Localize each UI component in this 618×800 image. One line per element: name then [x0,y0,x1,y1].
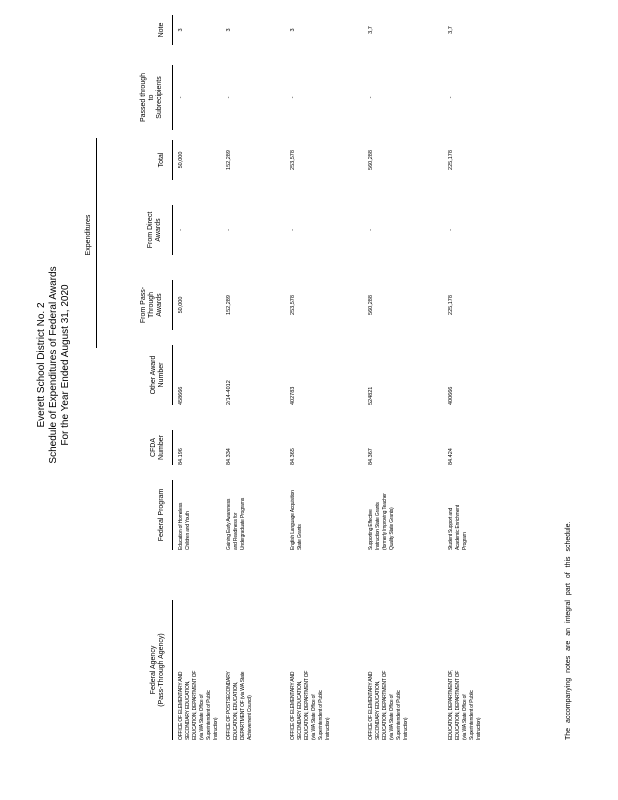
direct-cell: - [448,229,454,231]
note-cell: 3 [178,28,184,32]
direct-cell: - [178,229,184,231]
agency-cell: EDUCATION, DEPARTMENT OF, EDUCATION, DEPARTMENT OF (via WA State Office of Superintendent of Public Instruction) [448,670,482,740]
header-pass-through: From Pass- Through Awards [140,286,163,324]
title-block [36,200,72,530]
note-cell: 3 [226,28,232,32]
agency-cell: OFFICE OF ELEMENTARY AND SECONDARY EDUCATION, EDUCATION, DEPARTMENT OF (via WA State Office of Superintendent of Public Instruction) [290,670,331,740]
header-rule [172,65,173,130]
schedule-title: Schedule of Expenditures of Federal Awards [48,266,59,464]
subrecipients-cell: - [290,96,296,99]
expenditures-rule [96,138,97,348]
subrecipients-cell: - [368,96,374,99]
header-agency: Federal Agency (Pass-Through Agency) [150,633,165,707]
other-award-cell: 458666 [178,386,184,405]
agency-cell: OFFICE OF ELEMENTARY AND SECONDARY EDUCATION, EDUCATION, DEPARTMENT OF (via WA State Office of Superintendent of Public Instruction) [178,670,219,740]
agency-cell: OFFICE OF ELEMENTARY AND SECONDARY EDUCATION, EDUCATION, DEPARTMENT OF (via WA State Office of Superintendent of Public Instruction) [368,670,409,740]
other-award-cell: 2/14-4012 [226,380,232,405]
pass-through-cell: 560,288 [368,295,374,315]
other-award-cell: 402783 [290,386,296,405]
header-cfda: CFDA Number [150,435,165,460]
pass-through-cell: 152,289 [226,295,232,315]
cfda-cell: 84.367 [368,448,374,465]
header-expenditures: Expenditures [85,214,92,256]
program-cell: Gaining Early Awareness and Readiness for Undergraduate Programs [226,497,246,550]
subrecipients-cell: - [178,96,184,99]
header-other-award: Other Award Number [150,355,165,395]
other-award-cell: 524821 [368,386,374,405]
header-rule [172,140,173,180]
pass-through-cell: 253,578 [290,295,296,315]
pass-through-cell: 225,178 [448,295,454,315]
footnote: The accompanying notes are an integral part of this schedule. [565,521,572,740]
program-cell: English Language Acquisition State Grants [290,490,303,550]
header-rule [172,280,173,330]
note-cell: 3 [290,28,296,32]
header-total: Total [158,152,165,168]
direct-cell: - [226,229,232,231]
direct-cell: - [290,229,296,231]
program-cell: Student Support and Academic Enrichment Program [448,505,468,550]
total-cell: 50,000 [178,151,184,169]
header-note: Note [158,22,165,38]
cfda-cell: 84.196 [178,448,184,465]
period-title: For the Year Ended August 31, 2020 [60,284,71,446]
cfda-cell: 84.424 [448,448,454,465]
program-cell: Supporting Effective Instruction State Grants (formerly Improving Teacher Quality State Grants) [368,493,395,550]
direct-cell: - [368,229,374,231]
header-rule [172,480,173,550]
note-cell: 3,7 [448,26,454,34]
header-direct: From Direct Awards [147,211,162,249]
header-program: Federal Program [158,488,165,542]
subrecipients-cell: - [226,96,232,99]
header-rule [172,15,173,45]
program-cell: Education of Homeless Children and Youth [178,502,191,550]
header-rule [172,430,173,465]
subrecipients-cell: - [448,96,454,99]
total-cell: 152,289 [226,150,232,170]
cfda-cell: 84.334 [226,448,232,465]
district-name: Everett School District No. 2 [36,302,47,428]
other-award-cell: 400666 [448,386,454,405]
total-cell: 560,288 [368,150,374,170]
total-cell: 253,578 [290,150,296,170]
header-rule [172,345,173,405]
total-cell: 225,178 [448,150,454,170]
header-rule [172,205,173,255]
agency-cell: OFFICE OF POSTSECONDARY EDUCATION, EDUCATION, DEPARTMENT OF (via WA State Achievement Council) [226,671,253,740]
note-cell: 3,7 [368,26,374,34]
header-rule [172,600,173,740]
pass-through-cell: 50,000 [178,296,184,314]
header-subrecipients: Passed through to Subrecipients [140,72,163,123]
cfda-cell: 84.365 [290,448,296,465]
